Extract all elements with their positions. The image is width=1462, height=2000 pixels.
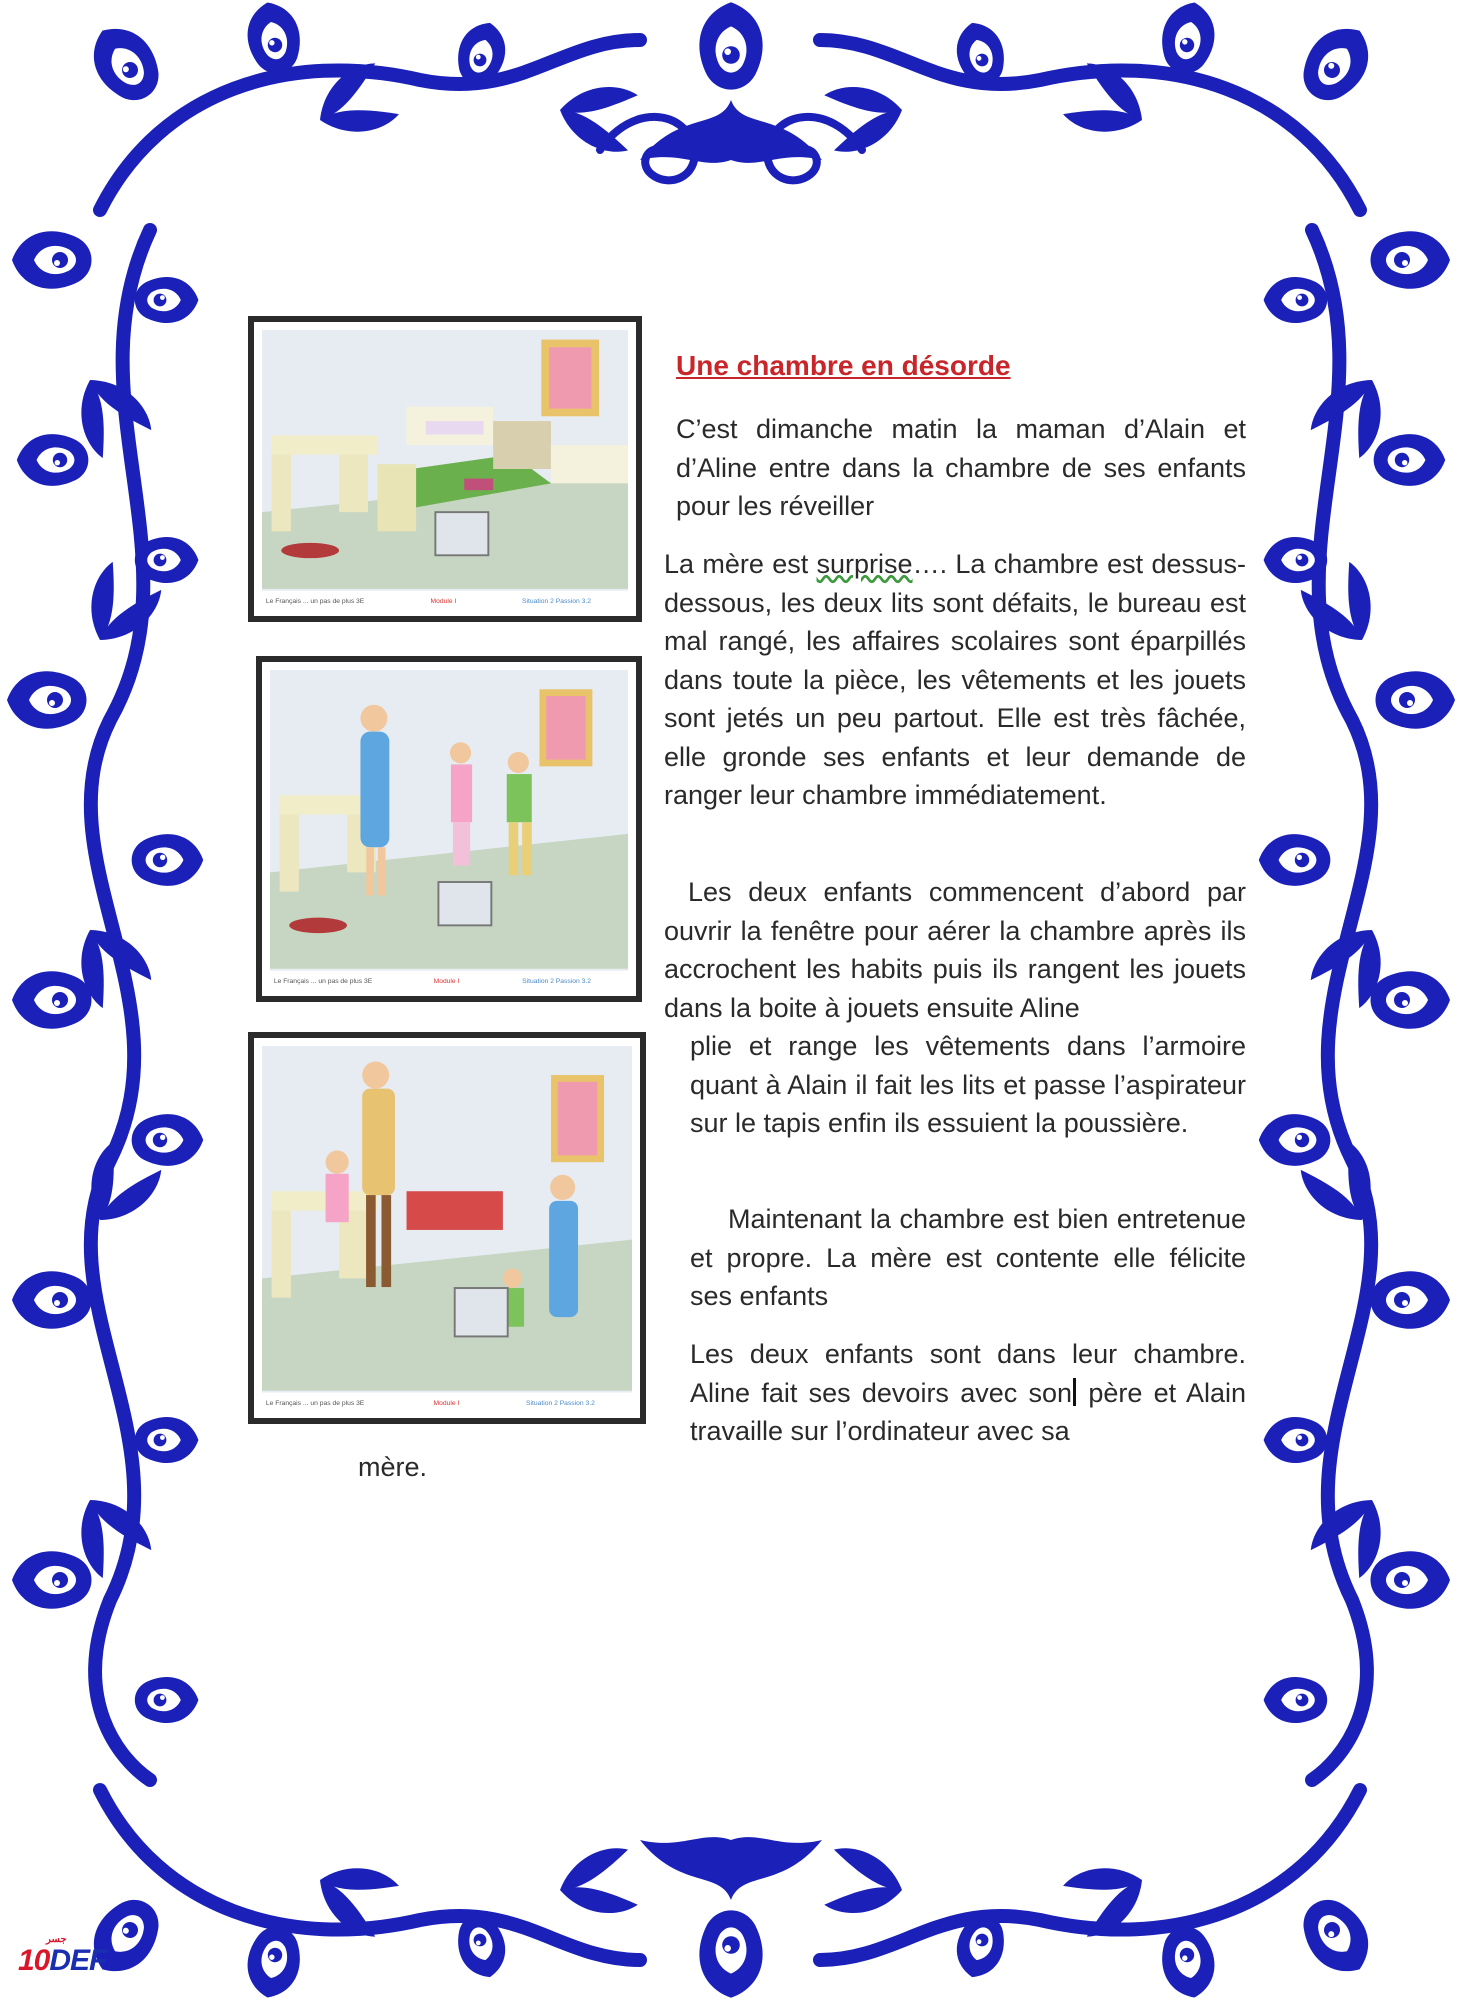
illustration-caption-mid: Module I bbox=[433, 978, 460, 986]
watermark-letters: DEF bbox=[49, 1944, 107, 1977]
illustration-tidy-room bbox=[248, 1032, 646, 1424]
paragraph-homework-start: Les deux enfants sont dans leur chambre. Aline fait ses devoirs avec son bbox=[690, 1339, 1246, 1408]
illustration-caption-right: Situation 2 Passion 3.2 bbox=[526, 1400, 595, 1408]
illustration-caption-mid: Module I bbox=[433, 1400, 460, 1408]
watermark-small-text: ﺟﺴﺮ bbox=[46, 1934, 67, 1945]
paragraph-intro: C’est dimanche matin la maman d’Alain et d’Aline entre dans la chambre de ses enfants pour les réveiller bbox=[676, 414, 1246, 521]
paragraph-tidying-start: Les deux enfants commencent d’abord par ouvrir la fenêtre pour aérer la chambre après ils accrochent les habits puis ils rangent les jouets dans la boite à jouets ensuite Aline bbox=[664, 877, 1246, 1023]
paragraph-homework-rest: père et Alain travaille sur l’ordinateur avec sa bbox=[690, 1377, 1246, 1446]
illustration-caption-left: Le Français ... un pas de plus 3E bbox=[265, 598, 365, 606]
illustration-caption-left: Le Français ... un pas de plus 3E bbox=[273, 978, 373, 986]
page-title: Une chambre en désorde bbox=[676, 350, 1011, 381]
text-cursor bbox=[1073, 1378, 1076, 1406]
word-surprise: surprise bbox=[816, 549, 913, 579]
paragraph-homework-end: mère. bbox=[358, 1452, 428, 1482]
watermark-number: 10 bbox=[18, 1944, 50, 1977]
paragraph-surprise bbox=[664, 545, 1246, 815]
paragraph-tidying-end: plie et range les vêtements dans l’armoire quant à Alain il fait les lits et passe l’aspirateur sur le tapis enfin ils essuient la poussière. bbox=[690, 1031, 1246, 1138]
illustration-caption-left: Le Français ... un pas de plus 3E bbox=[265, 1400, 365, 1408]
paragraph-surprise-start: La mère est bbox=[664, 549, 817, 579]
paragraph-surprise-rest: …. La chambre est dessus-dessous, les deux lits sont défaits, le bureau est mal rangé, les affaires scolaires sont éparpillés dans toute la pièce, les vêtements et les jouets sont jetés un peu partout. Elle est très fâchée, elle gronde ses enfants et leur demande de ranger leur chambre immédiatement. bbox=[664, 549, 1246, 810]
illustration-caption-mid: Module I bbox=[430, 598, 457, 606]
paragraph-homework bbox=[690, 1335, 1246, 1451]
illustration-mother-scolding bbox=[256, 656, 642, 1002]
paragraph-clean-room: Maintenant la chambre est bien entretenue et propre. La mère est contente elle félicite ses enfants bbox=[690, 1204, 1246, 1311]
illustration-messy-room bbox=[248, 316, 642, 622]
illustration-caption-right: Situation 2 Passion 3.2 bbox=[522, 598, 591, 606]
watermark-logo bbox=[18, 1934, 107, 1978]
illustration-caption-right: Situation 2 Passion 3.2 bbox=[522, 978, 591, 986]
